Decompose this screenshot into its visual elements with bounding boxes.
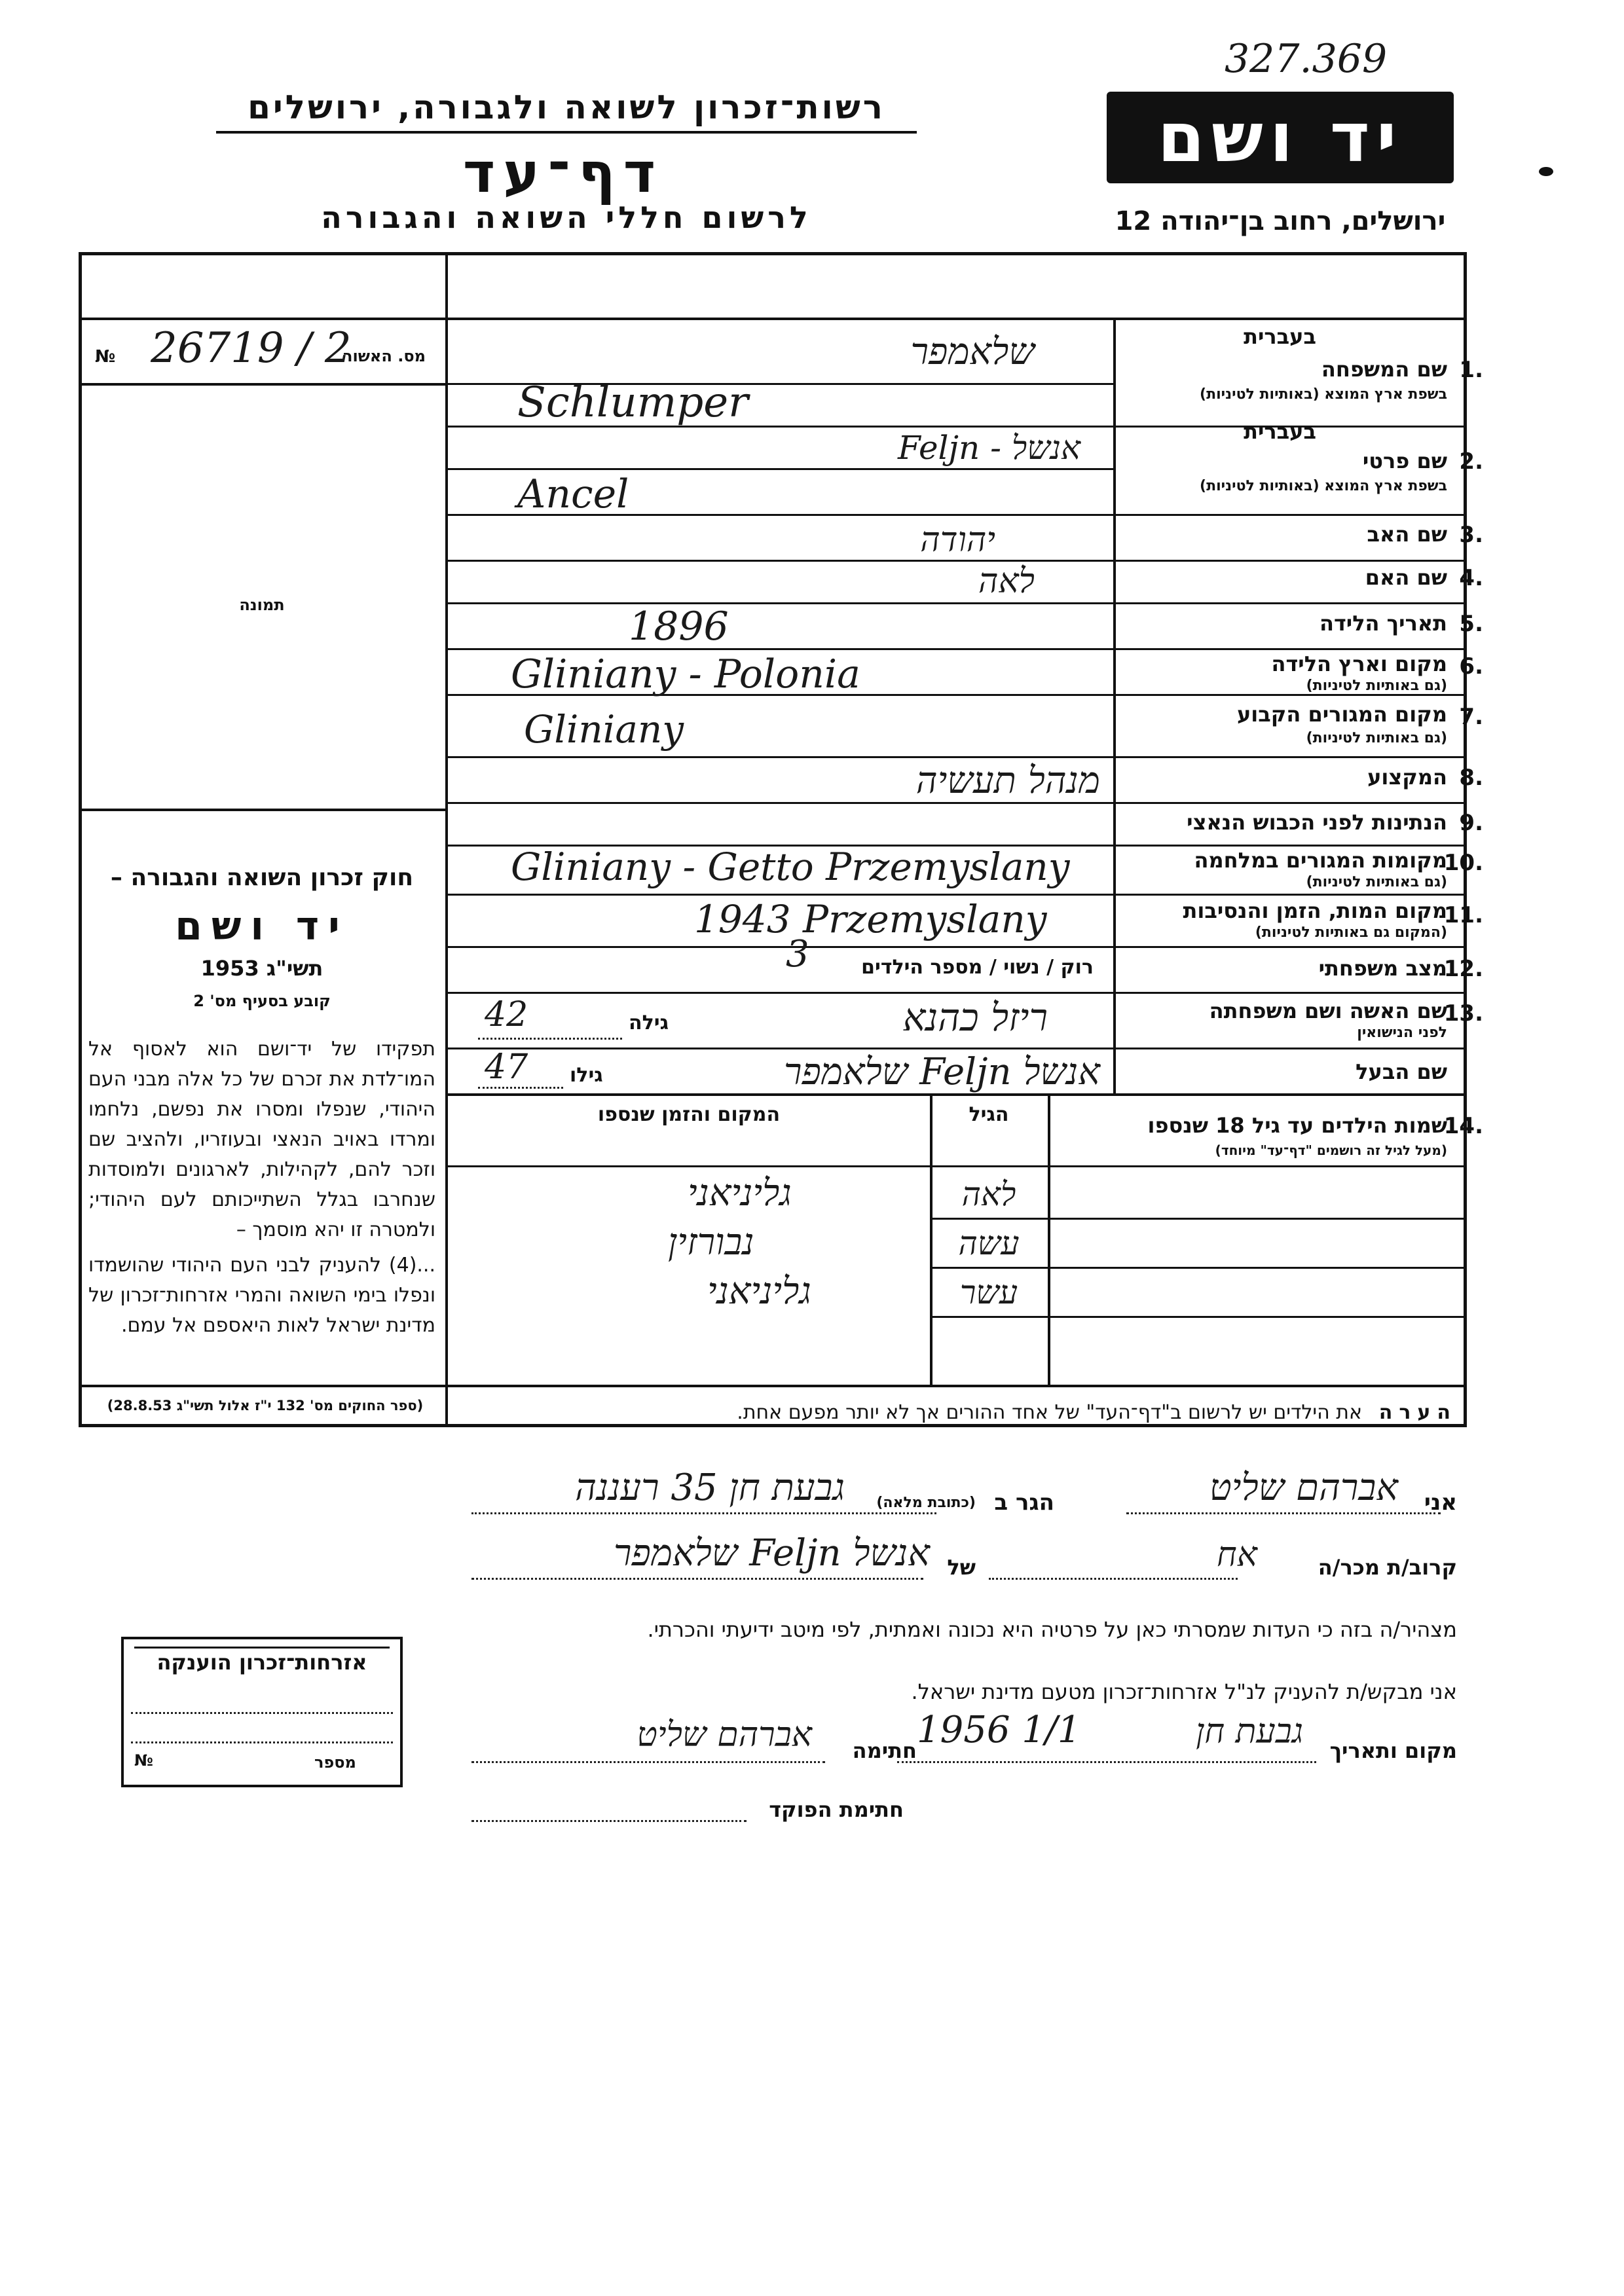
field-13-label: שם האשה ושם משפחתה: [1209, 998, 1447, 1023]
child-place: גליניאני: [688, 1172, 792, 1214]
field-2-value-hebrew: אנשל - Feljn: [898, 429, 1080, 467]
approval-number-cell: [79, 318, 445, 386]
decl-of-dots: [471, 1578, 923, 1580]
citizenship-box-inner: [134, 1647, 390, 1649]
field-7-label: מקום המגורים הקבוע: [1236, 702, 1447, 727]
field-2-sub-foreign: בשפת ארץ המוצא (באותיות לטיניות): [1200, 478, 1447, 494]
decl-i-label: אני: [1424, 1489, 1457, 1516]
decl-place-date-label: מקום ותאריך: [1329, 1738, 1457, 1763]
decl-signature-value: אברהם שליט: [637, 1715, 812, 1755]
row-line: [445, 1093, 1467, 1096]
decl-officer-dots: [471, 1820, 747, 1822]
husband-name-value: אנשל Feljn שלאמפר: [783, 1051, 1100, 1093]
law-title: חוק זכרון השואה והגבורה –: [110, 864, 414, 891]
wife-age-dots: [478, 1038, 622, 1040]
husband-age-value: 47: [485, 1048, 528, 1087]
field-7-sub: (גם באותיות לטיניות): [1306, 730, 1447, 746]
children-col-age-right: [1048, 1093, 1050, 1385]
children-number: 14.: [1443, 1113, 1483, 1139]
decl-place-value: גבעת חן: [1196, 1712, 1303, 1751]
wife-age-value: 42: [485, 995, 528, 1034]
field-10-number: 10.: [1443, 850, 1483, 876]
citizenship-line: [131, 1741, 393, 1743]
field-11-sub: (המקום גם באותיות לטיניות): [1255, 924, 1447, 941]
authority-name: רשות־זכרון לשואה ולגבורה, ירושלים: [248, 88, 885, 126]
photo-label: תמונה: [239, 596, 285, 614]
note-text: את הילדים יש לרשום ב"דף־העד" של אחד ההורים אך לא יותר מפעם אחת.: [737, 1401, 1362, 1424]
decl-relation-dots: [989, 1578, 1238, 1580]
row-line: [445, 602, 1467, 604]
children-place-header: המקום והזמן שנספו: [597, 1103, 781, 1126]
decl-statement: מצהיר/ה בזה כי העדות שמסרתי כאן על פרטיה היא נכונה ואמתית, לפי מיטב ידיעתי והכרתי.: [647, 1617, 1457, 1642]
children-row-line: [930, 1218, 1467, 1220]
field-2-value-latin: Ancel: [517, 471, 629, 517]
approval-number-value: 26719 / 2: [151, 324, 352, 373]
children-heading: שמות הילדים עד גיל 18 שנספו: [1147, 1113, 1447, 1138]
decl-request: אני מבקש/ת להעניק לנ"ל אזרחות־זכרון מטעם מדינת ישראל.: [911, 1679, 1457, 1704]
form-subtitle: לרשום חללי השואה והגבורה: [321, 200, 812, 235]
child-age: לאה: [961, 1175, 1016, 1213]
decl-resident-sub: (כתובת מלאה): [876, 1495, 976, 1511]
field-1-number: 1.: [1459, 357, 1483, 383]
decl-i-value: אברהם שליט: [1209, 1467, 1398, 1509]
citizenship-line: [131, 1712, 393, 1714]
decl-i-dots: [1126, 1512, 1441, 1514]
children-age-header: הגיל: [969, 1103, 1009, 1126]
husband-age-label: גילו: [570, 1064, 603, 1087]
field-12-value: 3: [786, 933, 809, 975]
archive-number: 327.369: [1225, 36, 1388, 82]
authority-underline: [216, 131, 917, 134]
field-4-value: לאה: [978, 562, 1035, 601]
row-line: [445, 468, 1113, 470]
decl-relation-label: קרוב/ת מכר/ה: [1318, 1555, 1457, 1580]
ink-spot: [1539, 167, 1553, 176]
law-paragraph-1: תפקידו של יד־ושם הוא לאסוף אל המו־לדת את זכרם של כל אלה מבני העם היהודי, שנפלו ומסרו את נפשם, נלחמו ומרדו באויב הנאצי ובעוזריו, ולהציב שם וזכר להם, לקהילות, לארגונים ולמוסדות שנחרבו בגלל השתייכותם לעם היהודי; ולמטרה זו יהא מוסמך –: [88, 1038, 435, 1241]
field-6-label: מקום וארץ הלידה: [1271, 651, 1447, 676]
decl-place-dots: [897, 1761, 1316, 1763]
approval-label: מס. האשור: [343, 347, 426, 365]
field-4-label: שם האם: [1365, 565, 1447, 590]
field-12-label: מצב משפחתי: [1318, 956, 1447, 981]
field-3-label: שם האב: [1367, 522, 1447, 547]
row-line: [445, 648, 1467, 650]
field-2-sub-hebrew: בעברית: [1244, 419, 1316, 444]
children-header-line: [445, 1165, 1467, 1167]
field-4-number: 4.: [1459, 565, 1483, 591]
approval-no-sign: №: [95, 347, 116, 367]
children-row-line: [930, 1316, 1467, 1318]
field-11-value: 1943 Przemyslany: [694, 897, 1047, 941]
citizenship-number-label: מספר: [314, 1753, 356, 1772]
field-2-label: שם פרטי: [1362, 448, 1447, 473]
field-3-value: יהודה: [920, 520, 995, 560]
child-place: גליניאני: [707, 1270, 811, 1313]
field-1-value-hebrew: שלאמפר: [910, 331, 1035, 373]
field-1-label: שם המשפחה: [1321, 357, 1447, 382]
decl-address-value: גבעת חן 35 רעננה: [575, 1467, 845, 1509]
field-2-number: 2.: [1459, 448, 1483, 475]
decl-resident-label: הגר ב: [994, 1489, 1054, 1516]
note-label: הערה: [1378, 1401, 1457, 1424]
row-line: [445, 756, 1467, 758]
field-1-value-latin: Schlumper: [517, 378, 748, 427]
child-age: עשה: [958, 1224, 1020, 1262]
field-11-number: 11.: [1443, 902, 1483, 928]
decl-of-label: של: [947, 1555, 976, 1580]
left-column-divider: [445, 318, 448, 1427]
law-citation: (ספר החוקים מס' 132 י"ז אלול תשי"ג 28.8.53): [107, 1398, 424, 1413]
form-title: דף־עד: [462, 141, 664, 205]
row-line: [445, 1048, 1467, 1049]
field-11-label: מקום המות, הזמן והנסיבות: [1183, 898, 1447, 923]
decl-signature-dots: [471, 1761, 825, 1763]
row-line: [445, 992, 1467, 994]
decl-signature-label: חתימה: [852, 1738, 917, 1763]
law-paragraph-2: ...(4) להעניק לבני העם היהודי שהושמדו ונפלו בימי השואה והמרי אזרחות־זכרון של מדינת ישראל לאות היאספם אל עמם.: [88, 1254, 435, 1337]
yad-vashem-logo: [1107, 92, 1454, 183]
row-line: [445, 802, 1467, 804]
decl-date-value: 1/1 1956: [917, 1709, 1081, 1751]
child-place: נבורזין: [668, 1221, 754, 1264]
photo-bottom-line: [79, 809, 445, 811]
address: ירושלים, רחוב בן־יהודה 12: [1115, 206, 1446, 236]
field-13-sub: לפני הנישואין: [1357, 1025, 1447, 1041]
field-5-number: 5.: [1459, 611, 1483, 637]
decl-relation-value: אח: [1217, 1535, 1257, 1575]
label-column-divider: [1113, 318, 1116, 1093]
field-12-extra: רוק / נשוי / מספר הילדים: [861, 956, 1094, 979]
row-line: [445, 946, 1467, 948]
decl-officer-label: חתימת הפוקד: [769, 1797, 904, 1822]
law-name: יד ושם: [175, 903, 349, 949]
field-7-number: 7.: [1459, 704, 1483, 730]
field-8-value: מנהל תעשיה: [915, 759, 1100, 802]
citizenship-title: אזרחות־זכרון הוענקה: [157, 1650, 367, 1675]
husband-label: שם הבעל: [1356, 1059, 1447, 1084]
field-6-number: 6.: [1459, 653, 1483, 680]
child-age: עשר: [959, 1273, 1018, 1311]
decl-of-value: אנשל Feljn שלאמפר: [613, 1532, 930, 1575]
field-6-sub: (גם באותיות לטיניות): [1306, 678, 1447, 694]
row-line: [445, 560, 1467, 562]
wife-age-label: גילה: [629, 1011, 669, 1034]
field-9-number: 9.: [1459, 810, 1483, 836]
field-3-number: 3.: [1459, 522, 1483, 548]
field-12-number: 12.: [1443, 956, 1483, 982]
children-row-line: [930, 1267, 1467, 1269]
husband-age-dots: [478, 1087, 563, 1089]
top-band-divider: [445, 252, 448, 318]
field-8-label: המקצוע: [1367, 765, 1447, 790]
field-10-value: Gliniany - Getto Przemyslany: [511, 845, 1070, 889]
field-8-number: 8.: [1459, 765, 1483, 791]
row-line: [445, 894, 1467, 896]
field-9-label: הנתינות לפני הכבוש הנאצי: [1187, 810, 1447, 835]
law-year: תשי"ג 1953: [200, 956, 323, 981]
field-6-value: Gliniany - Polonia: [511, 651, 860, 697]
field-5-value: 1896: [629, 604, 729, 649]
field-7-value: Gliniany: [524, 707, 684, 752]
decl-address-dots: [471, 1512, 936, 1514]
law-section: קובע בסעיף מס' 2: [193, 992, 331, 1010]
law-bottom-line: [79, 1385, 1467, 1387]
children-subheading: (מעל לגיל זה רושמים "דף־עד" מיוחד): [1215, 1142, 1447, 1158]
field-1-sub-hebrew: בעברית: [1244, 324, 1316, 349]
field-13-number: 13.: [1443, 1000, 1483, 1027]
field-5-label: תאריך הלידה: [1319, 611, 1447, 636]
logo-text: יד ושם: [1157, 98, 1403, 177]
field-10-label: מקומות המגורים במלחמה: [1194, 848, 1447, 873]
field-1-sub-foreign: בשפת ארץ המוצא (באותיות לטיניות): [1200, 386, 1447, 403]
citizenship-no-sign: №: [134, 1751, 153, 1770]
field-10-sub: (גם באותיות לטיניות): [1306, 874, 1447, 890]
wife-name-value: ריזל כהנא: [902, 995, 1048, 1040]
